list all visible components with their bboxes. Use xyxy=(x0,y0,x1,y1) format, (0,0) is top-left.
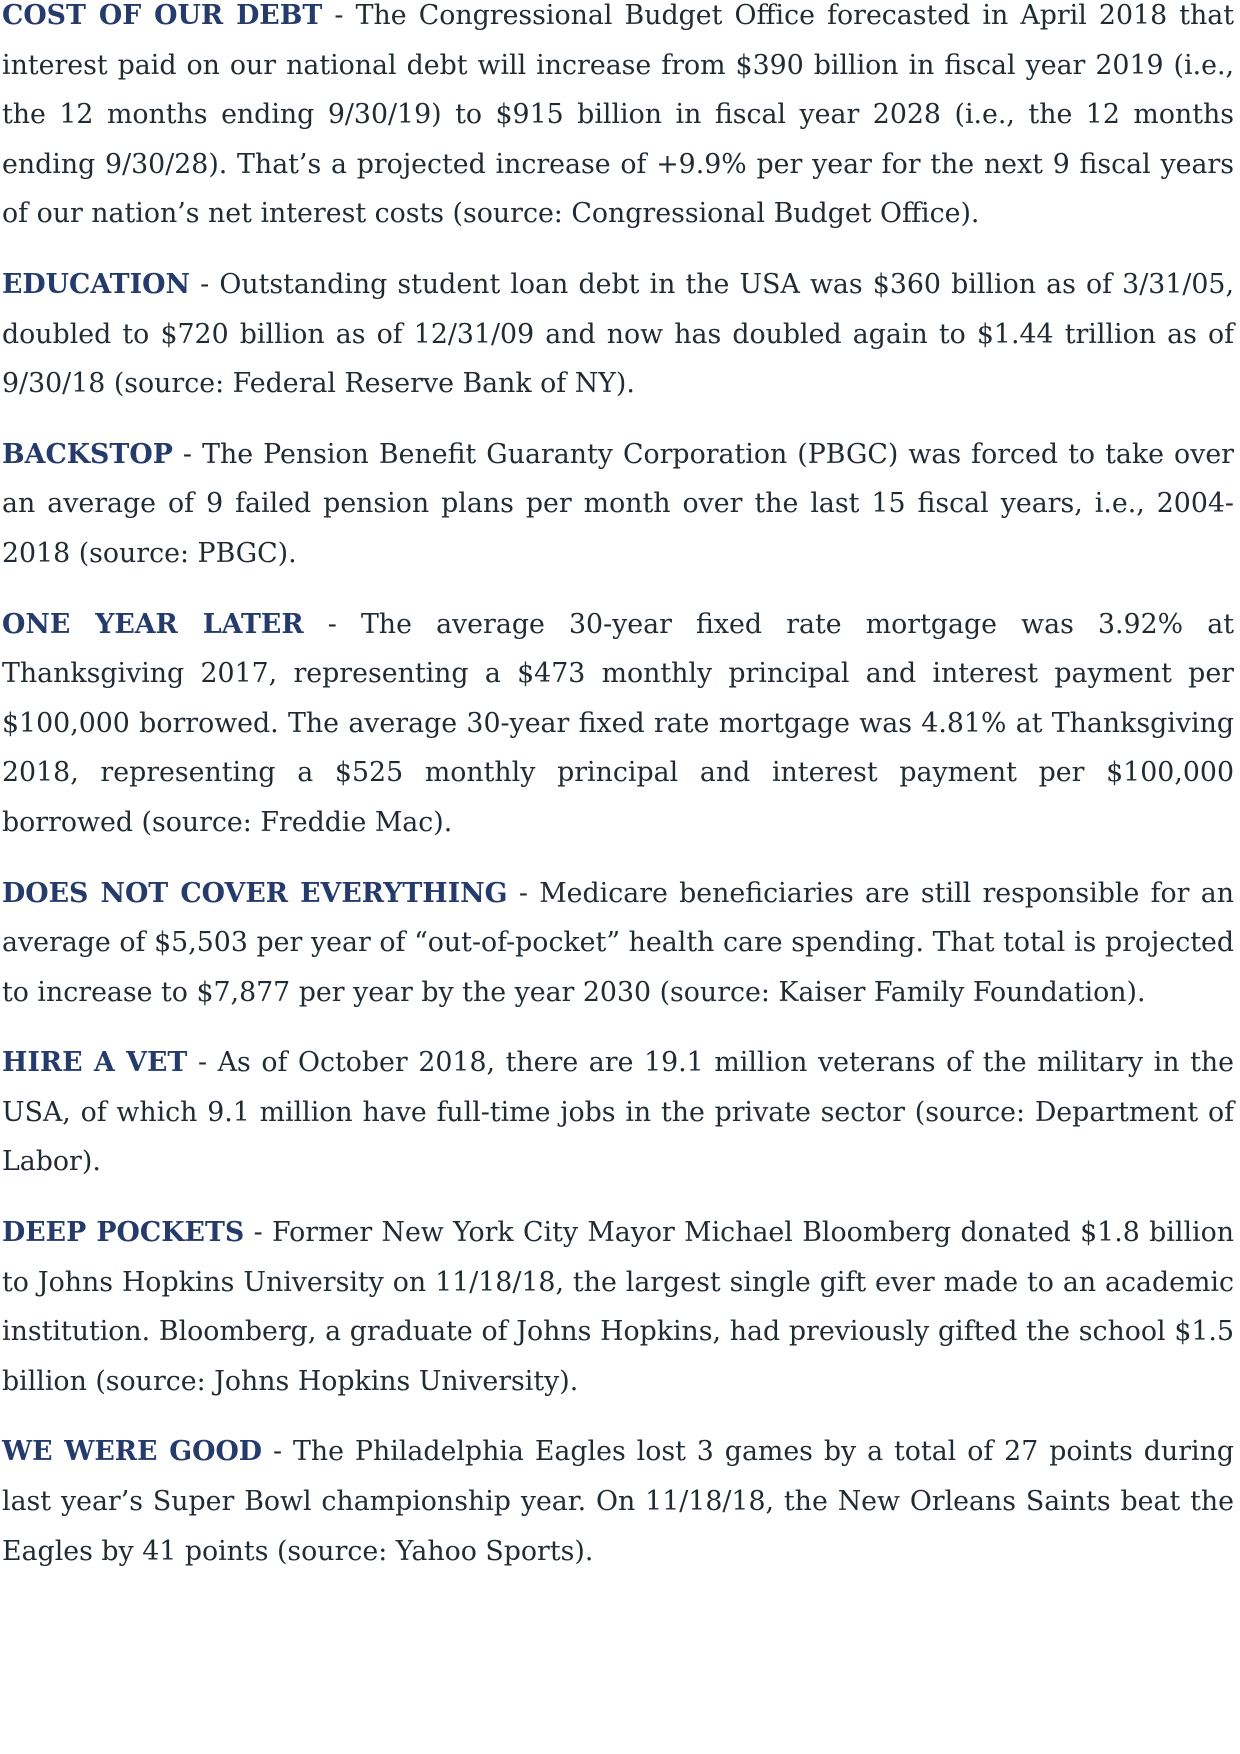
section-does-not-cover-everything xyxy=(2,869,1234,1018)
section-deep-pockets xyxy=(2,1208,1234,1406)
heading-separator: - xyxy=(303,608,361,640)
heading-separator: - xyxy=(322,0,356,31)
section-text: Former New York City Mayor Michael Bloomberg donated $1.8 billion to Johns Hopkins University on 11/18/18, the largest single gift ever made to an academic institution. Bloomberg, a graduate of Johns Hopkins, had previously gifted the school $1.5 billion (source: Johns Hopkins University). xyxy=(2,1217,1234,1397)
section-text: The Congressional Budget Office forecasted in April 2018 that interest paid on our national debt will increase from $390 billion in fiscal year 2019 (i.e., the 12 months ending 9/30/19) to $915 billion in fiscal year 2028 (i.e., the 12 months ending 9/30/28). That’s a projected increase of +9.9% per year for the next 9 fiscal years of our nation’s net interest costs (source: Congressional Budget Office). xyxy=(2,0,1234,230)
section-text: As of October 2018, there are 19.1 million veterans of the military in the USA, of which 9.1 million have full-time jobs in the private sector (source: Department of Labor). xyxy=(2,1047,1234,1178)
section-text: Outstanding student loan debt in the USA was $360 billion as of 3/31/05, doubled to $720 billion as of 12/31/09 and now has doubled again to $1.44 trillion as of 9/30/18 (source: Federal Reserve Bank of NY). xyxy=(2,268,1234,400)
section-we-were-good xyxy=(2,1427,1234,1576)
section-text: The average 30-year fixed rate mortgage was 3.92% at Thanksgiving 2017, representing a $473 monthly principal and interest payment per $100,000 borrowed. The average 30-year fixed rate mortgage was 4.81% at Thanksgiving 2018, representing a $525 monthly principal and interest payment per $100,000 borrowed (source: Freddie Mac). xyxy=(2,608,1234,838)
heading-separator: - xyxy=(172,438,203,470)
section-heading: HIRE A VET xyxy=(2,1047,188,1079)
section-text: The Pension Benefit Guaranty Corporation (PBGC) was forced to take over an average of 9 failed pension plans per month over the last 15 fiscal years, i.e., 2004-2018 (source: PBGC). xyxy=(2,438,1234,569)
section-hire-a-vet xyxy=(2,1038,1234,1187)
section-heading: COST OF OUR DEBT xyxy=(2,0,323,31)
section-heading: BACKSTOP xyxy=(2,438,173,470)
section-text: The Philadelphia Eagles lost 3 games by a total of 27 points during last year’s Super Bowl championship year. On 11/18/18, the New Orleans Saints beat the Eagles by 41 points (source: Yahoo Sports). xyxy=(2,1436,1235,1567)
heading-separator: - xyxy=(187,1047,218,1079)
section-heading: EDUCATION xyxy=(2,268,190,300)
heading-separator: - xyxy=(507,877,540,909)
section-education xyxy=(2,260,1234,409)
section-heading: WE WERE GOOD xyxy=(2,1436,263,1468)
section-text: Medicare beneficiaries are still responsible for an average of $5,503 per year of “out-of-pocket” health care spending. That total is projected to increase to $7,877 per year by the year 2030 (source: Kaiser Family Foundation). xyxy=(2,877,1235,1008)
section-cost-of-our-debt xyxy=(2,0,1234,239)
section-backstop xyxy=(2,430,1234,579)
document-body xyxy=(2,0,1234,1597)
section-one-year-later xyxy=(2,600,1234,848)
section-heading: ONE YEAR LATER xyxy=(2,608,304,640)
heading-separator: - xyxy=(244,1217,272,1249)
section-heading: DOES NOT COVER EVERYTHING xyxy=(2,877,508,909)
section-heading: DEEP POCKETS xyxy=(2,1217,245,1249)
heading-separator: - xyxy=(262,1436,293,1468)
heading-separator: - xyxy=(190,268,220,300)
